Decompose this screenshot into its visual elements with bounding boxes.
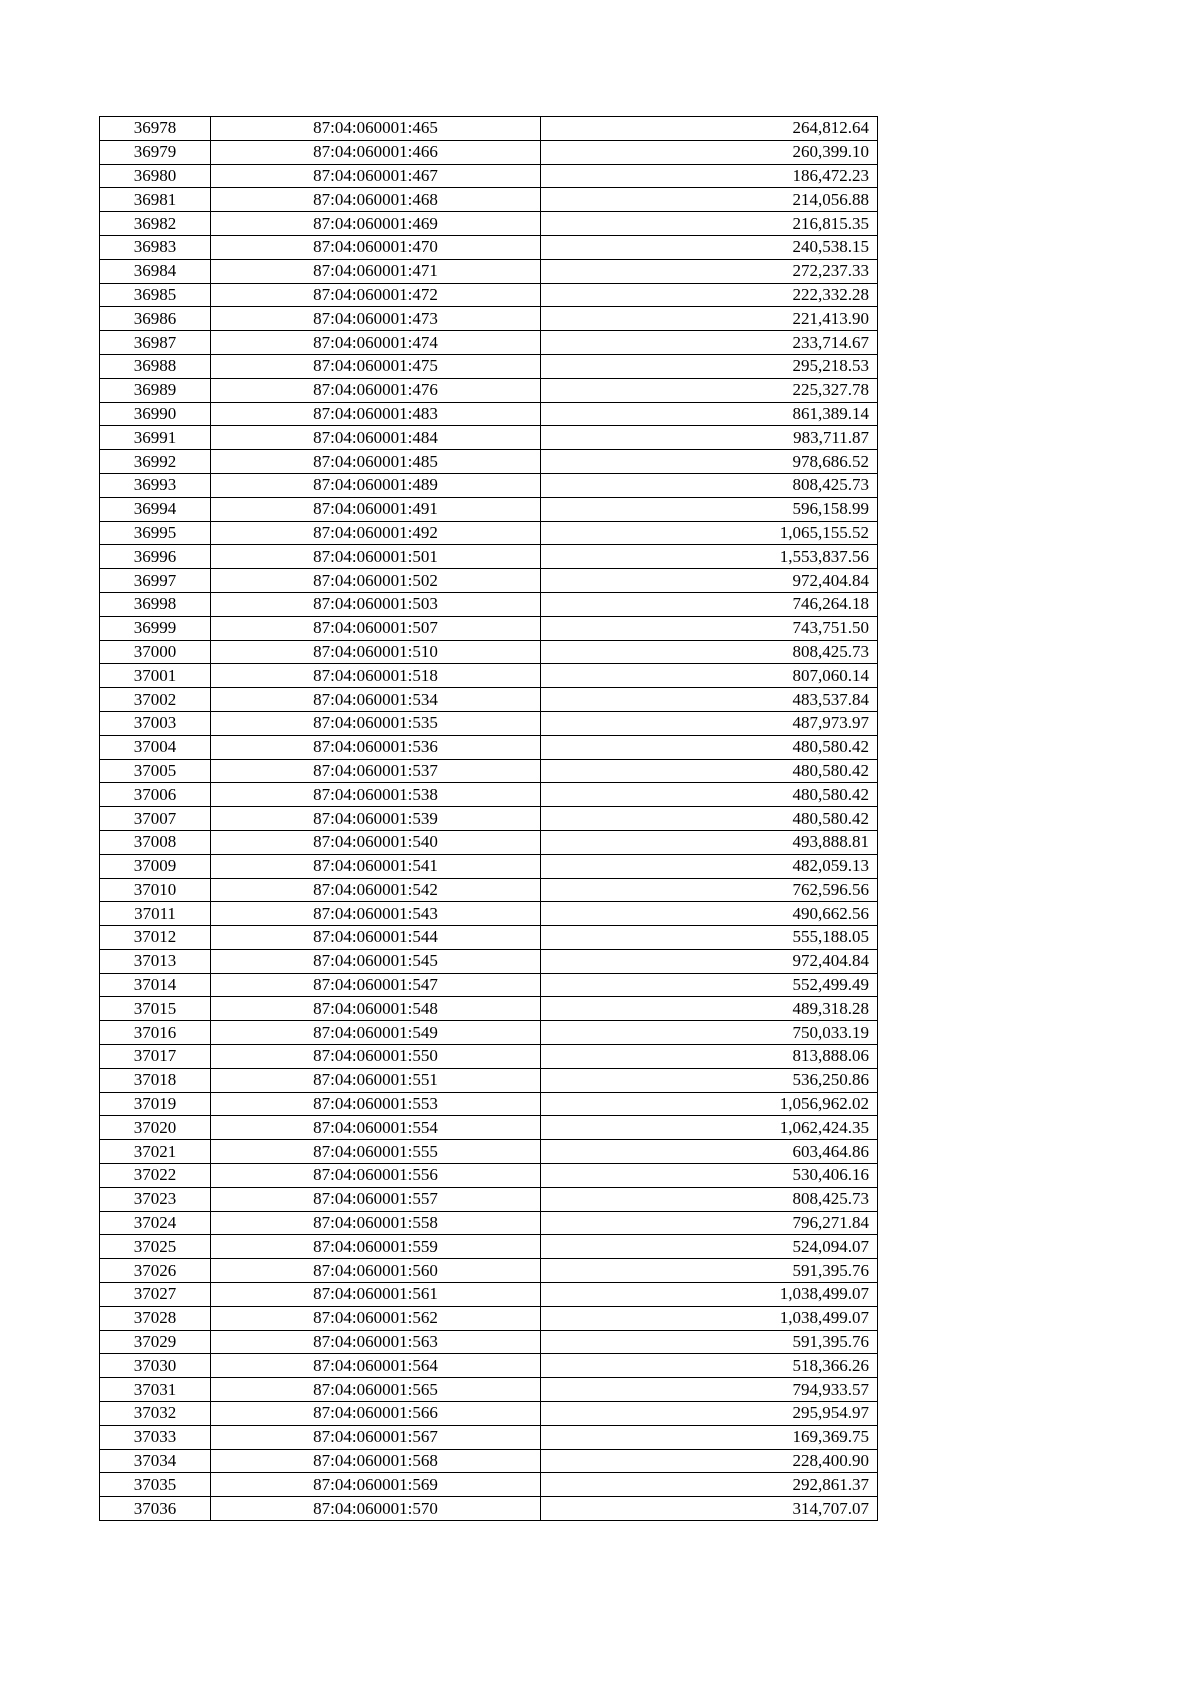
cadastral-value-cell: 1,062,424.35 (541, 1116, 878, 1140)
table-row (100, 235, 878, 259)
table-row (100, 259, 878, 283)
row-number-cell: 37009 (100, 854, 211, 878)
cadastral-number-cell: 87:04:060001:562 (211, 1306, 541, 1330)
cadastral-value-cell: 555,188.05 (541, 926, 878, 950)
row-number-cell: 36987 (100, 331, 211, 355)
table-row (100, 1425, 878, 1449)
row-number-cell: 37013 (100, 949, 211, 973)
cadastral-value-cell: 216,815.35 (541, 212, 878, 236)
cadastral-value-table (99, 116, 878, 1521)
cadastral-value-cell: 524,094.07 (541, 1235, 878, 1259)
cadastral-value-cell: 808,425.73 (541, 473, 878, 497)
cadastral-number-cell: 87:04:060001:570 (211, 1497, 541, 1521)
cadastral-value-cell: 1,038,499.07 (541, 1306, 878, 1330)
cadastral-number-cell: 87:04:060001:558 (211, 1211, 541, 1235)
table-row (100, 902, 878, 926)
table-row (100, 1164, 878, 1188)
cadastral-value-cell: 813,888.06 (541, 1045, 878, 1069)
table-row (100, 450, 878, 474)
cadastral-value-cell: 314,707.07 (541, 1497, 878, 1521)
table-row (100, 616, 878, 640)
row-number-cell: 36982 (100, 212, 211, 236)
cadastral-number-cell: 87:04:060001:484 (211, 426, 541, 450)
table-row (100, 1116, 878, 1140)
table-row (100, 1449, 878, 1473)
row-number-cell: 37004 (100, 735, 211, 759)
table-row (100, 973, 878, 997)
cadastral-number-cell: 87:04:060001:547 (211, 973, 541, 997)
table-row (100, 331, 878, 355)
cadastral-value-cell: 221,413.90 (541, 307, 878, 331)
table-row (100, 164, 878, 188)
cadastral-value-cell: 808,425.73 (541, 1187, 878, 1211)
cadastral-value-cell: 480,580.42 (541, 783, 878, 807)
cadastral-value-cell: 186,472.23 (541, 164, 878, 188)
cadastral-number-cell: 87:04:060001:551 (211, 1068, 541, 1092)
cadastral-value-cell: 750,033.19 (541, 1021, 878, 1045)
cadastral-number-cell: 87:04:060001:507 (211, 616, 541, 640)
cadastral-value-cell: 272,237.33 (541, 259, 878, 283)
row-number-cell: 37007 (100, 807, 211, 831)
cadastral-value-cell: 169,369.75 (541, 1425, 878, 1449)
cadastral-number-cell: 87:04:060001:556 (211, 1164, 541, 1188)
row-number-cell: 36980 (100, 164, 211, 188)
table-row (100, 545, 878, 569)
cadastral-number-cell: 87:04:060001:476 (211, 378, 541, 402)
cadastral-number-cell: 87:04:060001:559 (211, 1235, 541, 1259)
table-row (100, 212, 878, 236)
cadastral-value-cell: 972,404.84 (541, 569, 878, 593)
row-number-cell: 37019 (100, 1092, 211, 1116)
cadastral-number-cell: 87:04:060001:518 (211, 664, 541, 688)
cadastral-value-cell: 480,580.42 (541, 807, 878, 831)
cadastral-number-cell: 87:04:060001:473 (211, 307, 541, 331)
row-number-cell: 37005 (100, 759, 211, 783)
table-row (100, 378, 878, 402)
table-row (100, 140, 878, 164)
cadastral-number-cell: 87:04:060001:491 (211, 497, 541, 521)
row-number-cell: 37025 (100, 1235, 211, 1259)
row-number-cell: 36996 (100, 545, 211, 569)
row-number-cell: 37010 (100, 878, 211, 902)
row-number-cell: 37021 (100, 1140, 211, 1164)
row-number-cell: 37011 (100, 902, 211, 926)
row-number-cell: 36993 (100, 473, 211, 497)
cadastral-number-cell: 87:04:060001:563 (211, 1330, 541, 1354)
cadastral-value-cell: 743,751.50 (541, 616, 878, 640)
cadastral-value-cell: 482,059.13 (541, 854, 878, 878)
row-number-cell: 36989 (100, 378, 211, 402)
row-number-cell: 36988 (100, 354, 211, 378)
row-number-cell: 37027 (100, 1283, 211, 1307)
row-number-cell: 37023 (100, 1187, 211, 1211)
cadastral-value-cell: 530,406.16 (541, 1164, 878, 1188)
table-row (100, 426, 878, 450)
cadastral-value-cell: 518,366.26 (541, 1354, 878, 1378)
cadastral-number-cell: 87:04:060001:466 (211, 140, 541, 164)
row-number-cell: 36990 (100, 402, 211, 426)
table-row (100, 188, 878, 212)
row-number-cell: 37030 (100, 1354, 211, 1378)
cadastral-value-cell: 480,580.42 (541, 759, 878, 783)
row-number-cell: 37028 (100, 1306, 211, 1330)
cadastral-number-cell: 87:04:060001:492 (211, 521, 541, 545)
row-number-cell: 37036 (100, 1497, 211, 1521)
cadastral-value-cell: 240,538.15 (541, 235, 878, 259)
cadastral-number-cell: 87:04:060001:467 (211, 164, 541, 188)
table-row (100, 878, 878, 902)
cadastral-value-cell: 225,327.78 (541, 378, 878, 402)
table-row (100, 1283, 878, 1307)
table-row (100, 688, 878, 712)
cadastral-number-cell: 87:04:060001:472 (211, 283, 541, 307)
cadastral-number-cell: 87:04:060001:535 (211, 711, 541, 735)
cadastral-number-cell: 87:04:060001:565 (211, 1378, 541, 1402)
cadastral-value-cell: 972,404.84 (541, 949, 878, 973)
row-number-cell: 37016 (100, 1021, 211, 1045)
cadastral-value-cell: 762,596.56 (541, 878, 878, 902)
row-number-cell: 37020 (100, 1116, 211, 1140)
cadastral-value-cell: 490,662.56 (541, 902, 878, 926)
cadastral-number-cell: 87:04:060001:543 (211, 902, 541, 926)
cadastral-number-cell: 87:04:060001:545 (211, 949, 541, 973)
row-number-cell: 37006 (100, 783, 211, 807)
row-number-cell: 36986 (100, 307, 211, 331)
cadastral-number-cell: 87:04:060001:550 (211, 1045, 541, 1069)
cadastral-value-cell: 214,056.88 (541, 188, 878, 212)
row-number-cell: 36997 (100, 569, 211, 593)
cadastral-number-cell: 87:04:060001:560 (211, 1259, 541, 1283)
cadastral-number-cell: 87:04:060001:538 (211, 783, 541, 807)
cadastral-value-cell: 489,318.28 (541, 997, 878, 1021)
table-row (100, 1092, 878, 1116)
cadastral-number-cell: 87:04:060001:569 (211, 1473, 541, 1497)
table-row (100, 473, 878, 497)
cadastral-number-cell: 87:04:060001:483 (211, 402, 541, 426)
row-number-cell: 36991 (100, 426, 211, 450)
table-row (100, 997, 878, 1021)
cadastral-number-cell: 87:04:060001:549 (211, 1021, 541, 1045)
cadastral-value-cell: 264,812.64 (541, 117, 878, 141)
row-number-cell: 37033 (100, 1425, 211, 1449)
cadastral-value-cell: 487,973.97 (541, 711, 878, 735)
cadastral-value-cell: 596,158.99 (541, 497, 878, 521)
cadastral-number-cell: 87:04:060001:503 (211, 592, 541, 616)
table-row (100, 1330, 878, 1354)
cadastral-number-cell: 87:04:060001:468 (211, 188, 541, 212)
cadastral-value-cell: 603,464.86 (541, 1140, 878, 1164)
cadastral-number-cell: 87:04:060001:541 (211, 854, 541, 878)
cadastral-value-cell: 536,250.86 (541, 1068, 878, 1092)
table-row (100, 283, 878, 307)
table-row (100, 1497, 878, 1521)
table-row (100, 1259, 878, 1283)
cadastral-number-cell: 87:04:060001:542 (211, 878, 541, 902)
cadastral-value-cell: 295,954.97 (541, 1402, 878, 1426)
cadastral-number-cell: 87:04:060001:557 (211, 1187, 541, 1211)
table-body (100, 117, 878, 1521)
table-row (100, 307, 878, 331)
row-number-cell: 37001 (100, 664, 211, 688)
cadastral-value-cell: 1,056,962.02 (541, 1092, 878, 1116)
cadastral-number-cell: 87:04:060001:539 (211, 807, 541, 831)
row-number-cell: 37002 (100, 688, 211, 712)
table-row (100, 117, 878, 141)
row-number-cell: 36979 (100, 140, 211, 164)
row-number-cell: 37008 (100, 830, 211, 854)
cadastral-number-cell: 87:04:060001:553 (211, 1092, 541, 1116)
row-number-cell: 37032 (100, 1402, 211, 1426)
table-row (100, 640, 878, 664)
cadastral-value-cell: 483,537.84 (541, 688, 878, 712)
row-number-cell: 37003 (100, 711, 211, 735)
table-row (100, 1473, 878, 1497)
cadastral-number-cell: 87:04:060001:510 (211, 640, 541, 664)
row-number-cell: 37034 (100, 1449, 211, 1473)
table-row (100, 521, 878, 545)
table-row (100, 830, 878, 854)
cadastral-value-cell: 794,933.57 (541, 1378, 878, 1402)
table-row (100, 1021, 878, 1045)
table-row (100, 759, 878, 783)
cadastral-number-cell: 87:04:060001:540 (211, 830, 541, 854)
row-number-cell: 37024 (100, 1211, 211, 1235)
table-row (100, 1354, 878, 1378)
table-row (100, 1306, 878, 1330)
cadastral-value-cell: 808,425.73 (541, 640, 878, 664)
cadastral-value-cell: 295,218.53 (541, 354, 878, 378)
table-row (100, 497, 878, 521)
table-row (100, 1402, 878, 1426)
row-number-cell: 36992 (100, 450, 211, 474)
table-row (100, 1140, 878, 1164)
row-number-cell: 37000 (100, 640, 211, 664)
cadastral-number-cell: 87:04:060001:544 (211, 926, 541, 950)
cadastral-number-cell: 87:04:060001:471 (211, 259, 541, 283)
cadastral-number-cell: 87:04:060001:470 (211, 235, 541, 259)
cadastral-value-cell: 260,399.10 (541, 140, 878, 164)
row-number-cell: 36985 (100, 283, 211, 307)
row-number-cell: 37018 (100, 1068, 211, 1092)
table-row (100, 1235, 878, 1259)
cadastral-value-cell: 292,861.37 (541, 1473, 878, 1497)
row-number-cell: 36978 (100, 117, 211, 141)
cadastral-value-cell: 591,395.76 (541, 1259, 878, 1283)
cadastral-value-cell: 746,264.18 (541, 592, 878, 616)
row-number-cell: 36984 (100, 259, 211, 283)
table-row (100, 569, 878, 593)
table-row (100, 354, 878, 378)
row-number-cell: 36994 (100, 497, 211, 521)
cadastral-number-cell: 87:04:060001:536 (211, 735, 541, 759)
cadastral-number-cell: 87:04:060001:566 (211, 1402, 541, 1426)
cadastral-value-cell: 1,065,155.52 (541, 521, 878, 545)
cadastral-number-cell: 87:04:060001:475 (211, 354, 541, 378)
table-row (100, 1187, 878, 1211)
cadastral-number-cell: 87:04:060001:554 (211, 1116, 541, 1140)
table-row (100, 1211, 878, 1235)
cadastral-number-cell: 87:04:060001:485 (211, 450, 541, 474)
row-number-cell: 36981 (100, 188, 211, 212)
table-row (100, 735, 878, 759)
cadastral-value-cell: 228,400.90 (541, 1449, 878, 1473)
cadastral-value-cell: 591,395.76 (541, 1330, 878, 1354)
table-row (100, 1045, 878, 1069)
table-row (100, 1378, 878, 1402)
table-row (100, 926, 878, 950)
cadastral-number-cell: 87:04:060001:567 (211, 1425, 541, 1449)
cadastral-value-cell: 807,060.14 (541, 664, 878, 688)
row-number-cell: 37031 (100, 1378, 211, 1402)
cadastral-value-cell: 861,389.14 (541, 402, 878, 426)
row-number-cell: 37012 (100, 926, 211, 950)
table-row (100, 1068, 878, 1092)
cadastral-value-cell: 480,580.42 (541, 735, 878, 759)
row-number-cell: 36998 (100, 592, 211, 616)
cadastral-number-cell: 87:04:060001:489 (211, 473, 541, 497)
cadastral-value-cell: 1,553,837.56 (541, 545, 878, 569)
cadastral-value-cell: 552,499.49 (541, 973, 878, 997)
cadastral-number-cell: 87:04:060001:568 (211, 1449, 541, 1473)
table-row (100, 711, 878, 735)
cadastral-number-cell: 87:04:060001:534 (211, 688, 541, 712)
cadastral-value-cell: 1,038,499.07 (541, 1283, 878, 1307)
row-number-cell: 37026 (100, 1259, 211, 1283)
table-row (100, 807, 878, 831)
table-row (100, 949, 878, 973)
row-number-cell: 37015 (100, 997, 211, 1021)
row-number-cell: 37014 (100, 973, 211, 997)
table-row (100, 592, 878, 616)
cadastral-number-cell: 87:04:060001:501 (211, 545, 541, 569)
table-row (100, 402, 878, 426)
row-number-cell: 37017 (100, 1045, 211, 1069)
cadastral-value-cell: 233,714.67 (541, 331, 878, 355)
cadastral-number-cell: 87:04:060001:502 (211, 569, 541, 593)
table-row (100, 783, 878, 807)
cadastral-number-cell: 87:04:060001:465 (211, 117, 541, 141)
cadastral-value-cell: 983,711.87 (541, 426, 878, 450)
row-number-cell: 36995 (100, 521, 211, 545)
cadastral-number-cell: 87:04:060001:474 (211, 331, 541, 355)
table-row (100, 854, 878, 878)
row-number-cell: 37022 (100, 1164, 211, 1188)
cadastral-value-cell: 222,332.28 (541, 283, 878, 307)
row-number-cell: 37035 (100, 1473, 211, 1497)
cadastral-number-cell: 87:04:060001:561 (211, 1283, 541, 1307)
cadastral-number-cell: 87:04:060001:548 (211, 997, 541, 1021)
cadastral-number-cell: 87:04:060001:564 (211, 1354, 541, 1378)
row-number-cell: 37029 (100, 1330, 211, 1354)
cadastral-value-cell: 978,686.52 (541, 450, 878, 474)
cadastral-value-cell: 493,888.81 (541, 830, 878, 854)
cadastral-value-cell: 796,271.84 (541, 1211, 878, 1235)
cadastral-number-cell: 87:04:060001:469 (211, 212, 541, 236)
table-row (100, 664, 878, 688)
row-number-cell: 36983 (100, 235, 211, 259)
cadastral-number-cell: 87:04:060001:555 (211, 1140, 541, 1164)
cadastral-number-cell: 87:04:060001:537 (211, 759, 541, 783)
row-number-cell: 36999 (100, 616, 211, 640)
